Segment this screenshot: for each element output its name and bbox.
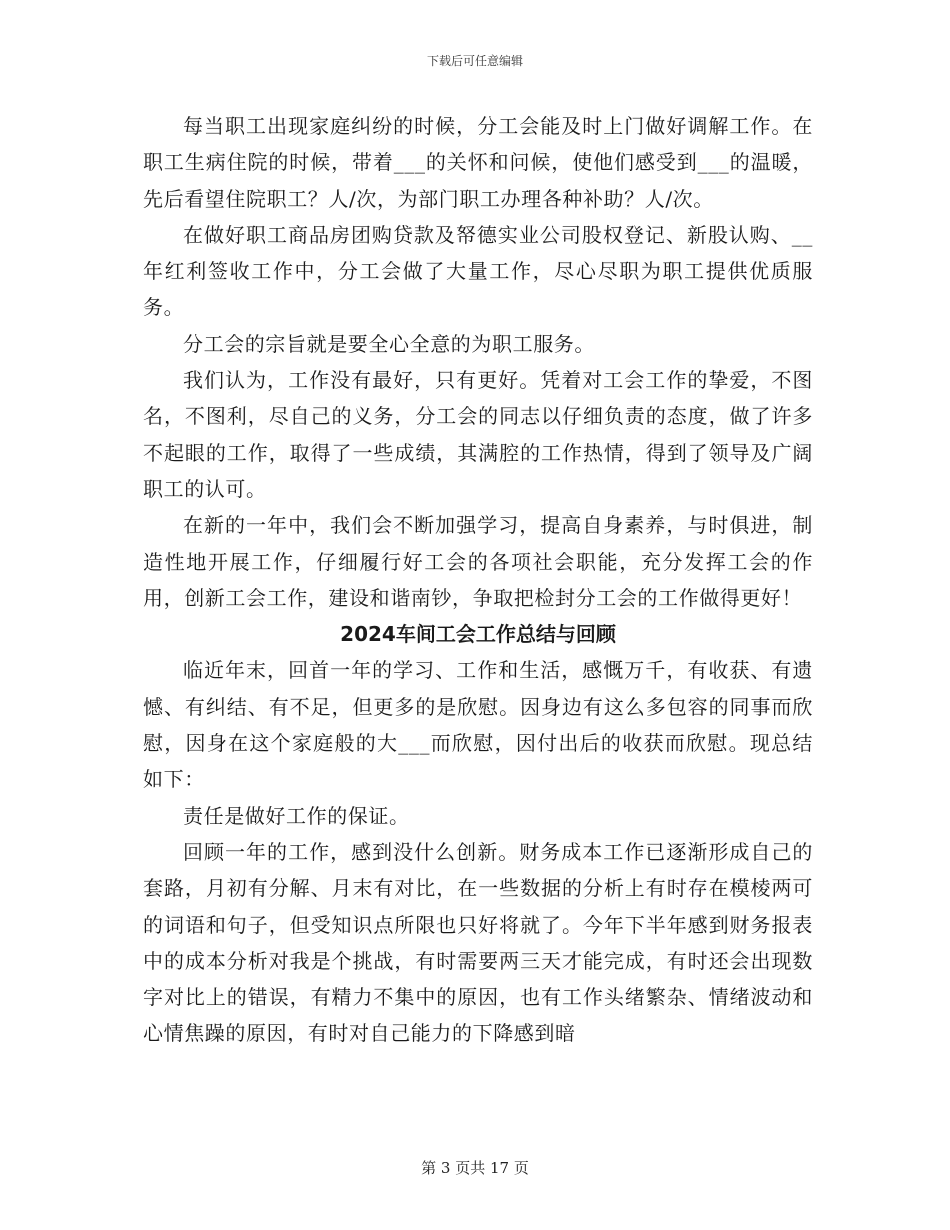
paragraph: 在新的一年中，我们会不断加强学习，提高自身素养，与时俱进，制造性地开展工作，仔细履行好工会的各项社会职能，充分发挥工会的作用，创新工会工作，建设和谐南钞，争取把检封分工会的工作做得更好！ (143, 513, 813, 610)
page-header: 下载后可任意编辑 (426, 54, 523, 68)
paragraph: 分工会的宗旨就是要全心全意的为职工服务。 (183, 331, 595, 356)
paragraph: 临近年末，回首一年的学习、工作和生活，感慨万千，有收获、有遗憾、有纠结、有不足，但更多的是欣慰。因身边有这么多包容的同事而欣慰，因身在这个家庭般的大___而欣慰，因付出后的收获而欣慰。现总结如下： (143, 658, 813, 792)
paragraph: 我们认为，工作没有最好，只有更好。凭着对工会工作的挚爱，不图名，不图利，尽自己的义务，分工会的同志以仔细负责的态度，做了许多不起眼的工作，取得了一些成绩，其满腔的工作热情，得到了领导及广阔职工的认可。 (143, 368, 813, 501)
document-body (143, 108, 813, 1052)
paragraph: 回顾一年的工作，感到没什么创新。财务成本工作已逐渐形成自己的套路，月初有分解、月末有对比，在一些数据的分析上有时存在模棱两可的词语和句子，但受知识点所限也只好将就了。今年下半年感到财务报表中的成本分析对我是个挑战，有时需要两三天才能完成，有时还会出现数字对比上的错误，有精力不集中的原因，也有工作头绪繁杂、情绪波动和心情焦躁的原因，有时对自己能力的下降感到暗 (143, 839, 813, 1046)
paragraph: 在做好职工商品房团购贷款及帑德实业公司股权登记、新股认购、__年红利签收工作中，分工会做了大量工作，尽心尽职为职工提供优质服务。 (143, 222, 813, 320)
page-footer: 第 3 页共 17 页 (421, 1159, 529, 1177)
section-title: 2024车间工会工作总结与回顾 (340, 622, 616, 647)
paragraph: 责任是做好工作的保证。 (183, 803, 410, 828)
paragraph: 每当职工出现家庭纠纷的时候，分工会能及时上门做好调解工作。在职工生病住院的时候，带着___的关怀和问候，使他们感受到___的温暖，先后看望住院职工？人/次，为部门职工办理各种补助？人/次。 (143, 114, 813, 211)
